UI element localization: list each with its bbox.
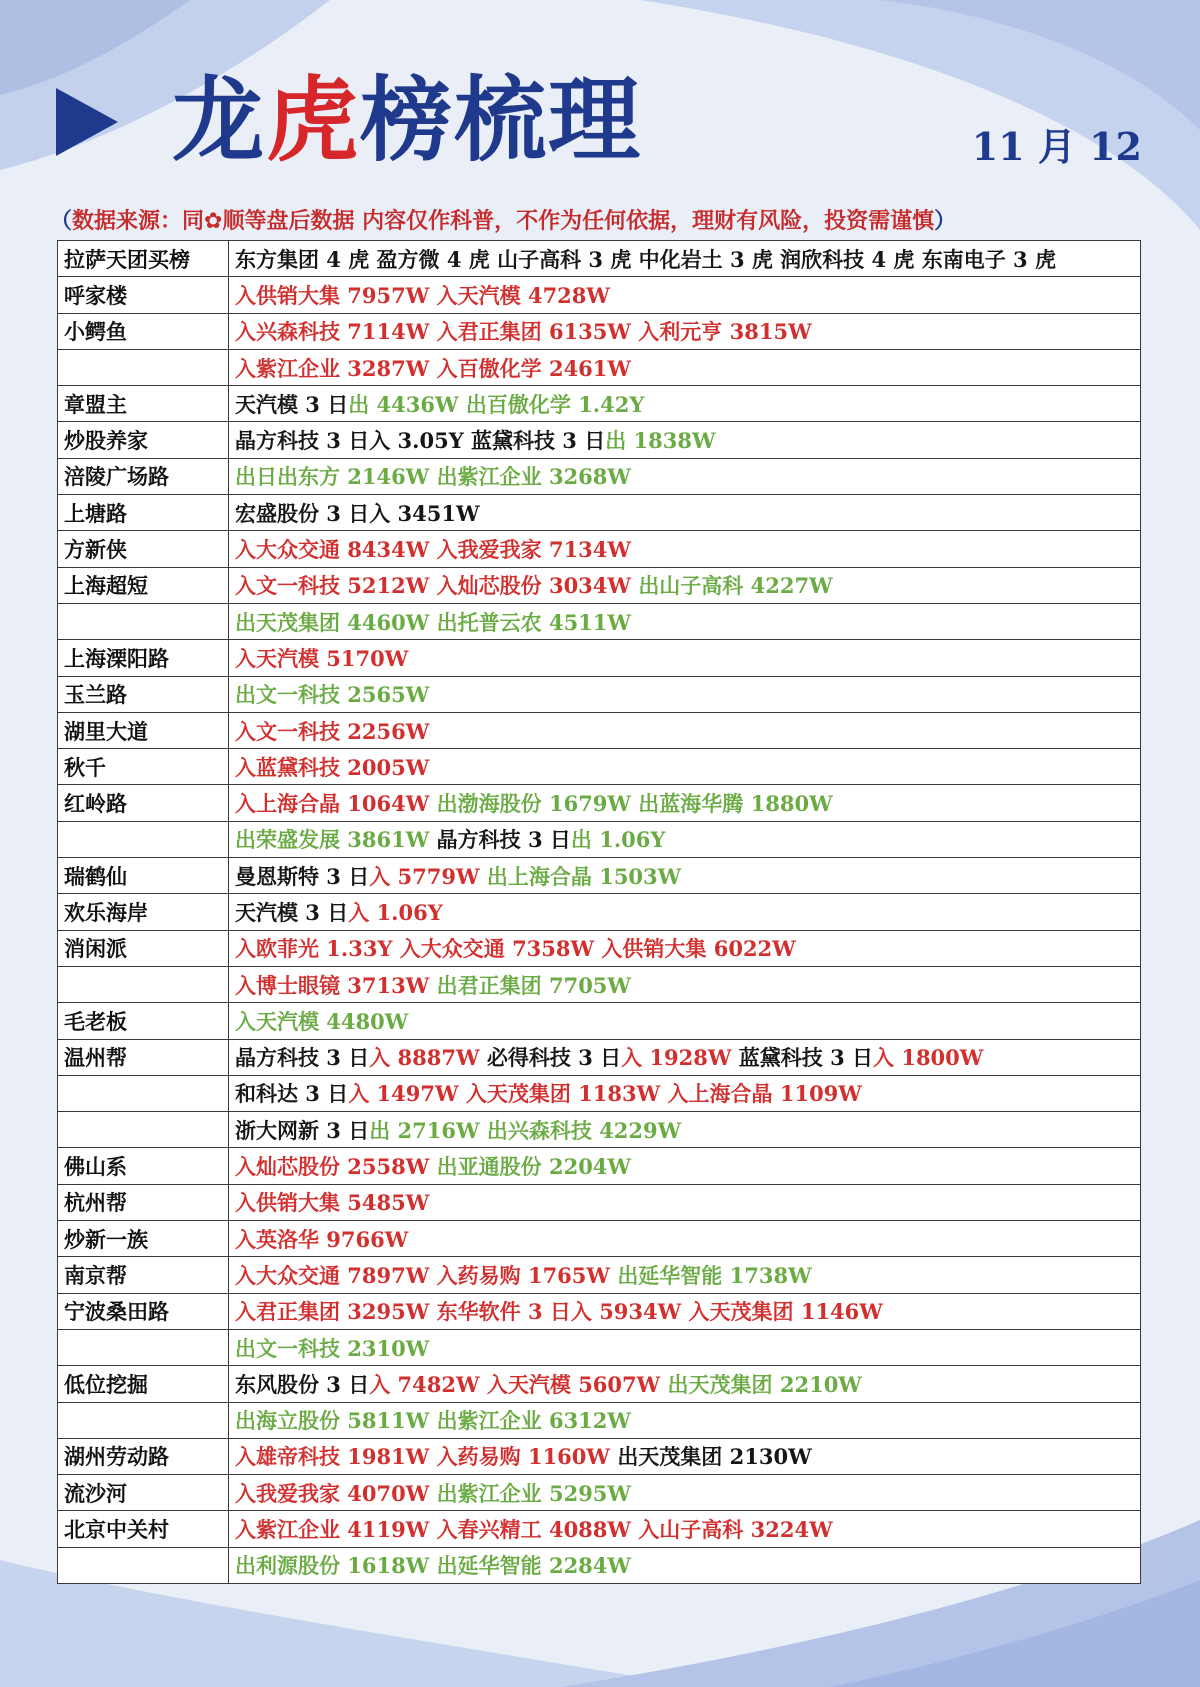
- disclaimer-open-paren: （: [50, 209, 73, 234]
- table-row: [58, 422, 1141, 458]
- table-row: [58, 495, 1141, 531]
- table-row: [58, 749, 1141, 785]
- buy-entry: 入 5779W: [369, 863, 487, 889]
- table-row: [58, 894, 1141, 930]
- trader-name-cell: 上海溧阳路: [58, 640, 229, 676]
- buy-entry: 入博士眼镜 3713W: [235, 972, 437, 998]
- date-label: 11 月 12: [971, 124, 1142, 169]
- sell-entry: 入天汽模 4480W: [235, 1008, 409, 1034]
- trade-detail-cell: [229, 603, 1141, 639]
- buy-entry: 入雄帝科技 1981W 入药易购 1160W: [235, 1444, 618, 1470]
- neutral-entry: 曼恩斯特 3 日: [235, 863, 370, 889]
- trader-name-cell: 毛老板: [58, 1003, 229, 1039]
- trade-detail-cell: [229, 1438, 1141, 1474]
- trader-name-cell: 方新侠: [58, 531, 229, 567]
- trader-name-cell: 上塘路: [58, 495, 229, 531]
- trader-name-cell: 宁波桑田路: [58, 1293, 229, 1329]
- trader-name-cell: 秋千: [58, 749, 229, 785]
- trader-name-cell: 低位挖掘: [58, 1366, 229, 1402]
- trader-name-cell: [58, 1402, 229, 1438]
- trader-name-cell: 拉萨天团买榜: [58, 241, 229, 277]
- trade-detail-cell: [229, 1293, 1141, 1329]
- buy-entry: 入蓝黛科技 2005W: [235, 754, 430, 780]
- trade-detail-cell: [229, 1257, 1141, 1293]
- play-triangle-icon: [56, 88, 118, 156]
- trader-name-cell: 消闲派: [58, 930, 229, 966]
- trader-name-cell: 流沙河: [58, 1475, 229, 1511]
- buy-entry: 入欧菲光 1.33Y 入大众交通 7358W 入供销大集 6022W: [235, 936, 796, 962]
- neutral-entry: 天汽模 3 日: [235, 899, 349, 925]
- table-row: [58, 1075, 1141, 1111]
- table-row: [58, 1148, 1141, 1184]
- neutral-entry: 必得科技 3 日: [486, 1045, 622, 1071]
- trade-detail-cell: [229, 277, 1141, 313]
- table-row: [58, 1547, 1141, 1583]
- trader-name-cell: [58, 1075, 229, 1111]
- trade-detail-cell: [229, 531, 1141, 567]
- trader-name-cell: 湖州劳动路: [58, 1438, 229, 1474]
- buy-entry: 入英洛华 9766W: [235, 1226, 409, 1252]
- sell-entry: 出日出东方 2146W 出紫江企业 3268W: [235, 464, 631, 490]
- page-title: [172, 66, 642, 176]
- trader-name-cell: 上海超短: [58, 567, 229, 603]
- table-row: [58, 1039, 1141, 1075]
- sell-entry: 出文一科技 2310W: [235, 1335, 430, 1361]
- buy-entry: 入紫江企业 4119W 入春兴精工 4088W 入山子高科 3224W: [235, 1517, 833, 1543]
- buy-entry: 入君正集团 3295W 东华软件 3 日入 5934W 入天茂集团 1146W: [235, 1299, 883, 1325]
- disclaimer-text: 数据来源：同✿顺等盘后数据 内容仅作科普，不作为任何依据，理财有风险，投资需谨慎: [72, 209, 935, 234]
- neutral-entry: 晶方科技 3 日: [436, 827, 571, 853]
- data-source-disclaimer: [50, 204, 1160, 235]
- table-row: [58, 277, 1141, 313]
- trade-detail-cell: [229, 1003, 1141, 1039]
- table-row: [58, 1438, 1141, 1474]
- table-row: [58, 1003, 1141, 1039]
- buy-entry: 入文一科技 2256W: [235, 718, 430, 744]
- neutral-entry: 晶方科技 3 日: [235, 1045, 370, 1071]
- buy-entry: 入供销大集 5485W: [235, 1190, 430, 1216]
- table-row: [58, 1184, 1141, 1220]
- disclaimer-close-paren: ）: [934, 209, 957, 234]
- table-row: [58, 712, 1141, 748]
- trade-detail-cell: [229, 966, 1141, 1002]
- table-row: [58, 1511, 1141, 1547]
- trader-name-cell: 北京中关村: [58, 1511, 229, 1547]
- trade-detail-cell: [229, 1221, 1141, 1257]
- buy-entry: 入 8887W: [369, 1045, 487, 1071]
- trader-name-cell: 佛山系: [58, 1148, 229, 1184]
- neutral-entry: 浙大网新 3 日: [235, 1117, 370, 1143]
- trade-detail-cell: [229, 1366, 1141, 1402]
- sell-entry: 出延华智能 1738W: [617, 1262, 812, 1288]
- buy-entry: 入 7482W 入天汽模 5607W: [369, 1371, 668, 1397]
- trade-detail-cell: [229, 567, 1141, 603]
- sell-entry: 出 1838W: [605, 428, 716, 454]
- table-row: [58, 640, 1141, 676]
- buy-entry: 入文一科技 5212W 入灿芯股份 3034W: [235, 573, 639, 599]
- neutral-entry: 宏盛股份 3 日入 3451W: [235, 500, 480, 526]
- table-row: [58, 858, 1141, 894]
- trade-detail-cell: [229, 676, 1141, 712]
- sell-entry: 出 1.06Y: [570, 827, 666, 853]
- trader-name-cell: [58, 966, 229, 1002]
- trader-name-cell: [58, 349, 229, 385]
- table-row: [58, 567, 1141, 603]
- trader-name-cell: [58, 1329, 229, 1365]
- sell-entry: 出利源股份 1618W 出延华智能 2284W: [235, 1553, 631, 1579]
- trade-detail-cell: [229, 386, 1141, 422]
- title-part1: 龙: [172, 67, 267, 174]
- trade-detail-cell: [229, 1112, 1141, 1148]
- neutral-entry: 天汽模 3 日: [235, 391, 349, 417]
- table-row: [58, 386, 1141, 422]
- table-row: [58, 531, 1141, 567]
- table-body: [58, 241, 1141, 1584]
- buy-entry: 入 1928W: [621, 1045, 739, 1071]
- sell-entry: 出天茂集团 4460W 出托普云农 4511W: [235, 609, 631, 635]
- trader-name-cell: [58, 1112, 229, 1148]
- trade-detail-cell: [229, 930, 1141, 966]
- trader-name-cell: 红岭路: [58, 785, 229, 821]
- buy-entry: 入我爱我家 4070W: [235, 1480, 437, 1506]
- trade-detail-cell: [229, 1511, 1141, 1547]
- table-row: [58, 313, 1141, 349]
- sell-entry: 出上海合晶 1503W: [486, 863, 682, 889]
- table-row: [58, 1112, 1141, 1148]
- buy-entry: 入灿芯股份 2558W: [235, 1154, 437, 1180]
- table-row: [58, 930, 1141, 966]
- buy-entry: 入大众交通 8434W 入我爱我家 7134W: [235, 537, 631, 563]
- trader-name-cell: [58, 821, 229, 857]
- trade-detail-cell: [229, 1329, 1141, 1365]
- table-row: [58, 821, 1141, 857]
- table-row: [58, 785, 1141, 821]
- trade-detail-cell: [229, 458, 1141, 494]
- sell-entry: 出海立股份 5811W 出紫江企业 6312W: [235, 1408, 631, 1434]
- buy-entry: 入天汽模 5170W: [235, 645, 409, 671]
- trader-name-cell: 呼家楼: [58, 277, 229, 313]
- neutral-entry: 蓝黛科技 3 日: [738, 1045, 874, 1071]
- table-row: [58, 1293, 1141, 1329]
- neutral-entry: 晶方科技 3 日入 3.05Y 蓝黛科技 3 日: [235, 428, 606, 454]
- trader-name-cell: 杭州帮: [58, 1184, 229, 1220]
- trade-detail-cell: [229, 894, 1141, 930]
- sell-entry: 出文一科技 2565W: [235, 682, 430, 708]
- table-row: [58, 1329, 1141, 1365]
- table-row: [58, 1402, 1141, 1438]
- table-row: [58, 1475, 1141, 1511]
- trade-detail-cell: [229, 1475, 1141, 1511]
- trade-detail-cell: [229, 1184, 1141, 1220]
- buy-entry: 入供销大集 7957W 入天汽模 4728W: [235, 282, 610, 308]
- trader-name-cell: 南京帮: [58, 1257, 229, 1293]
- sell-entry: 出荣盛发展 3861W: [235, 827, 437, 853]
- trader-name-cell: 小鳄鱼: [58, 313, 229, 349]
- table-row: [58, 1221, 1141, 1257]
- trade-detail-cell: [229, 422, 1141, 458]
- buy-entry: 入上海合晶 1064W: [235, 791, 437, 817]
- trade-detail-cell: [229, 1075, 1141, 1111]
- sell-entry: 出紫江企业 5295W: [436, 1480, 631, 1506]
- trade-detail-cell: [229, 241, 1141, 277]
- trade-detail-cell: [229, 349, 1141, 385]
- buy-entry: 入 1800W: [873, 1045, 984, 1071]
- trader-name-cell: 湖里大道: [58, 712, 229, 748]
- table-row: [58, 349, 1141, 385]
- dragon-tiger-table: [57, 240, 1141, 1584]
- table-row: [58, 458, 1141, 494]
- sell-entry: 出天茂集团 2210W: [667, 1371, 862, 1397]
- trader-name-cell: 涪陵广场路: [58, 458, 229, 494]
- trader-name-cell: 玉兰路: [58, 676, 229, 712]
- trader-name-cell: 欢乐海岸: [58, 894, 229, 930]
- buy-entry: 入兴森科技 7114W 入君正集团 6135W 入利元亨 3815W: [235, 319, 812, 345]
- neutral-entry: 出天茂集团 2130W: [617, 1444, 812, 1470]
- buy-entry: 入 1.06Y: [348, 899, 443, 925]
- trader-name-cell: 炒股养家: [58, 422, 229, 458]
- trader-name-cell: [58, 603, 229, 639]
- trade-detail-cell: [229, 495, 1141, 531]
- trade-detail-cell: [229, 313, 1141, 349]
- buy-entry: 入大众交通 7897W 入药易购 1765W: [235, 1262, 618, 1288]
- trader-name-cell: [58, 1547, 229, 1583]
- trade-detail-cell: [229, 785, 1141, 821]
- neutral-entry: 和科达 3 日: [235, 1081, 349, 1107]
- trade-detail-cell: [229, 821, 1141, 857]
- neutral-entry: 东方集团 4 虎 盈方微 4 虎 山子高科 3 虎 中化岩土 3 虎 润欣科技 4 虎 东南电子 3 虎: [235, 246, 1056, 272]
- trade-detail-cell: [229, 1148, 1141, 1184]
- title-part2: 榜梳理: [360, 67, 643, 174]
- trader-name-cell: 瑞鹤仙: [58, 858, 229, 894]
- trade-detail-cell: [229, 1402, 1141, 1438]
- trade-detail-cell: [229, 640, 1141, 676]
- sell-entry: 出 4436W 出百傲化学 1.42Y: [348, 391, 645, 417]
- table-row: [58, 603, 1141, 639]
- sell-entry: 出山子高科 4227W: [638, 573, 833, 599]
- trade-detail-cell: [229, 1547, 1141, 1583]
- buy-entry: 入 1497W 入天茂集团 1183W 入上海合晶 1109W: [348, 1081, 862, 1107]
- table-row: [58, 676, 1141, 712]
- title-accent: 虎: [266, 67, 361, 174]
- trade-detail-cell: [229, 712, 1141, 748]
- table-row: [58, 1366, 1141, 1402]
- trade-detail-cell: [229, 858, 1141, 894]
- trade-detail-cell: [229, 1039, 1141, 1075]
- table-row: [58, 1257, 1141, 1293]
- sell-entry: 出亚通股份 2204W: [436, 1154, 631, 1180]
- table-row: [58, 966, 1141, 1002]
- table-row: [58, 241, 1141, 277]
- sell-entry: 出渤海股份 1679W 出蓝海华腾 1880W: [436, 791, 833, 817]
- neutral-entry: 东风股份 3 日: [235, 1371, 370, 1397]
- trader-name-cell: 炒新一族: [58, 1221, 229, 1257]
- trade-detail-cell: [229, 749, 1141, 785]
- buy-entry: 入紫江企业 3287W 入百傲化学 2461W: [235, 355, 631, 381]
- trader-name-cell: 章盟主: [58, 386, 229, 422]
- trader-name-cell: 温州帮: [58, 1039, 229, 1075]
- sell-entry: 出君正集团 7705W: [436, 972, 631, 998]
- sell-entry: 出 2716W 出兴森科技 4229W: [369, 1117, 682, 1143]
